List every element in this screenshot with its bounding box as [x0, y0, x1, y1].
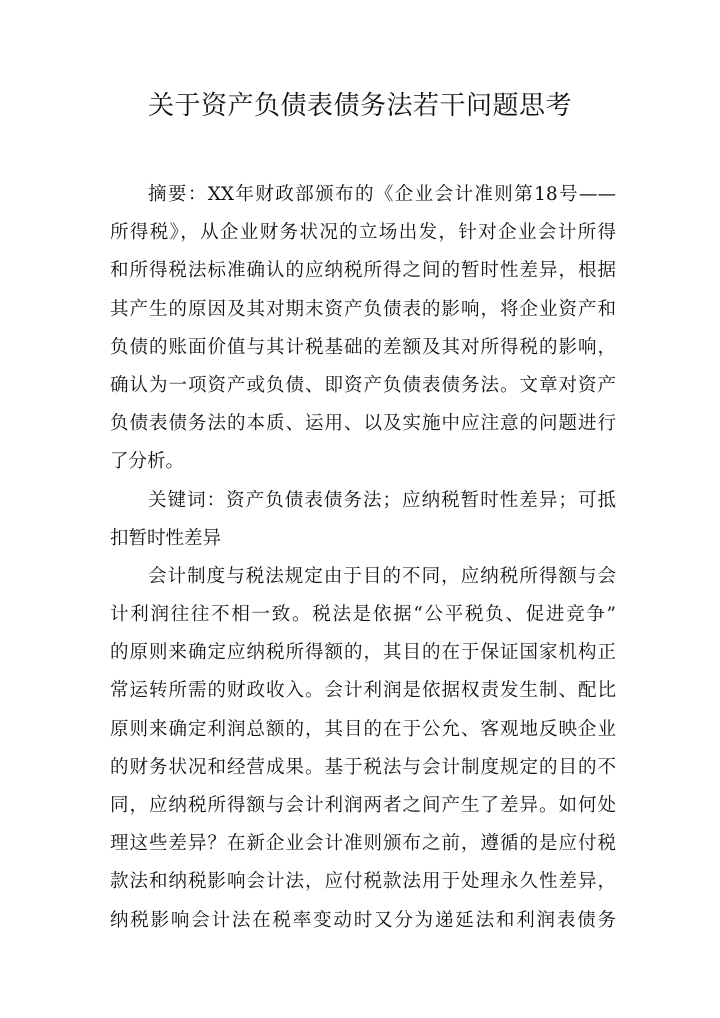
text-line: 计利润往往不相一致。税法是依据“公平税负、促进竞争” — [110, 604, 616, 626]
document-title: 关于资产负债表债务法若干问题思考 — [147, 91, 572, 121]
text-line: 确认为一项资产或负债、即资产负债表债务法。文章对资产 — [110, 374, 616, 396]
text-line: 会计制度与税法规定由于目的不同，应纳税所得额与会 — [148, 565, 616, 587]
text-line: 扣暂时性差异 — [110, 527, 222, 549]
text-line: 同，应纳税所得额与会计利润两者之间产生了差异。如何处 — [110, 795, 616, 816]
abstract-paragraph — [110, 176, 616, 482]
text-line: 其产生的原因及其对期末资产负债表的影响，将企业资产和 — [110, 298, 616, 320]
body-paragraph — [110, 558, 616, 940]
text-line: 关键词：资产负债表债务法；应纳税暂时性差异；可抵 — [148, 489, 616, 511]
text-line: 款法和纳税影响会计法，应付税款法用于处理永久性差异， — [110, 871, 616, 893]
text-line: 负债表债务法的本质、运用、以及实施中应注意的问题进行 — [110, 413, 616, 435]
document-body — [110, 176, 616, 940]
text-line: 负债的账面价值与其计税基础的差额及其对所得税的影响， — [110, 336, 616, 358]
keywords-paragraph — [110, 482, 616, 558]
text-line: 和所得税法标准确认的应纳税所得之间的暂时性差异，根据 — [110, 260, 616, 282]
text-line: 的原则来确定应纳税所得额的，其目的在于保证国家机构正 — [110, 642, 616, 664]
text-line: 了分析。 — [110, 451, 185, 473]
text-line: 摘要：XX年财政部颁布的《企业会计准则第18号—— — [148, 184, 616, 205]
text-line: 理这些差异？在新企业会计准则颁布之前，遵循的是应付税 — [110, 833, 616, 855]
text-line: 原则来确定利润总额的，其目的在于公允、客观地反映企业 — [110, 718, 616, 740]
text-line: 的财务状况和经营成果。基于税法与会计制度规定的目的不 — [110, 756, 616, 778]
text-line: 所得税》，从企业财务状况的立场出发，针对企业会计所得 — [110, 222, 616, 244]
text-line: 纳税影响会计法在税率变动时又分为递延法和利润表债务 — [110, 909, 616, 931]
text-line: 常运转所需的财政收入。会计利润是依据权责发生制、配比 — [110, 680, 616, 702]
